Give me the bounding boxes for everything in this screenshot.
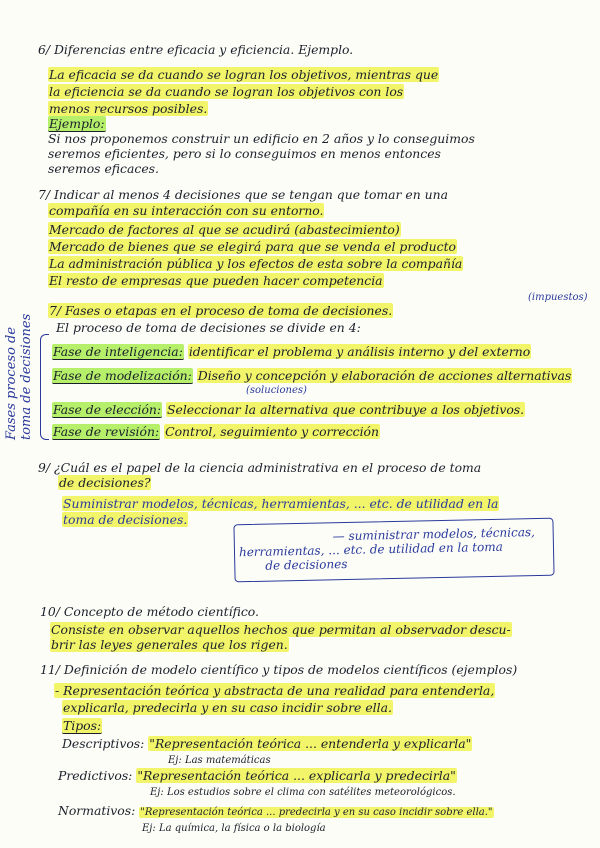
q7b-phase-3: Fase de elección: Seleccionar la alternativa que contribuye a los objetivos. (53, 402, 525, 417)
q6-example-label: Ejemplo: (49, 116, 105, 131)
q7b-brace (40, 334, 49, 440)
q11-def-line-2: explicarla, predecirla y en su caso incidir sobre ella. (63, 700, 392, 715)
q7b-side-label: Fases proceso de toma de decisiones (4, 313, 34, 440)
q9-box-line-1: — suministrar modelos, técnicas, (332, 525, 536, 544)
q11-type-1-example: Ej: Las matemáticas (168, 755, 271, 766)
q9-answer-line-1: Suministrar modelos, técnicas, herramientas, ... etc. de utilidad en la (63, 496, 499, 511)
q11-type-3: Normativos: "Representación teórica ... predecirla y en su caso incidir sobre ella." (58, 803, 493, 818)
q7b-phase-4: Fase de revisión: Control, seguimiento y corrección (53, 424, 379, 439)
q7b-phase-1: Fase de inteligencia: identificar el problema y análisis interno y del externo (53, 344, 531, 359)
q6-example-line-2: seremos eficientes, pero si lo conseguimos en menos entonces (48, 146, 441, 161)
q7a-title-line-2: compañía en su interacción con su entorno. (49, 203, 324, 218)
q6-line-1: La eficacia se da cuando se logran los objetivos, mientras que (49, 67, 439, 82)
q7b-intro: El proceso de toma de decisiones se divide en 4: (56, 320, 361, 335)
q9-title-line-1: 9/ ¿Cuál es el papel de la ciencia administrativa en el proceso de toma (38, 460, 482, 475)
q10-title: 10/ Concepto de método científico. (40, 604, 259, 619)
q7a-item-3: La administración pública y los efectos de esta sobre la compañía (49, 256, 463, 271)
q9-summary-box (233, 518, 554, 583)
q7a-item-1: Mercado de factores al que se acudirá (abastecimiento) (49, 222, 400, 237)
q9-box-line-3: de decisiones (265, 556, 348, 573)
q9-title-line-2: de decisiones? (59, 475, 151, 490)
q6-title: 6/ Diferencias entre eficacia y eficiencia. Ejemplo. (38, 42, 354, 57)
q9-box-line-2: herramientas, ... etc. de utilidad en la toma (238, 539, 503, 560)
q11-def-line-1: - Representación teórica y abstracta de una realidad para entenderla, (55, 683, 495, 698)
q6-example-line-1: Si nos proponemos construir un edificio en 2 años y lo conseguimos (48, 131, 475, 146)
q7a-item-4: El resto de empresas que pueden hacer competencia (49, 273, 383, 288)
q6-example-line-3: seremos eficaces. (48, 161, 159, 176)
q11-type-2-example: Ej: Los estudios sobre el clima con satélites meteorológicos. (150, 787, 456, 798)
q11-type-2: Predictivos: "Representación teórica ... explicarla y predecirla" (58, 768, 456, 783)
q9-answer-line-2: toma de decisiones. (63, 512, 188, 527)
q7b-phase-2-note: (soluciones) (246, 385, 307, 396)
q7a-item-2: Mercado de bienes que se elegirá para que se venda el producto (49, 239, 457, 254)
q11-type-3-example: Ej: La química, la física o la biología (142, 823, 326, 834)
q11-tipos-label: Tipos: (63, 718, 102, 733)
q7b-phase-2: Fase de modelización: Diseño y concepción y elaboración de acciones alternativas (53, 368, 572, 383)
q11-title: 11/ Definición de modelo científico y tipos de modelos científicos (ejemplos) (40, 662, 518, 677)
q7b-title: 7/ Fases o etapas en el proceso de toma de decisiones. (49, 303, 393, 318)
q7a-title-line-1: 7/ Indicar al menos 4 decisiones que se tengan que tomar en una (38, 187, 449, 202)
q10-line-2: brir las leyes generales que los rigen. (51, 637, 288, 652)
q7a-note: (impuestos) (528, 292, 588, 303)
q10-line-1: Consiste en observar aquellos hechos que permitan al observador descu- (51, 622, 511, 637)
q11-type-1: Descriptivos: "Representación teórica ... entenderla y explicarla" (62, 736, 472, 751)
q6-line-2: la eficiencia se da cuando se logran los objetivos con los (49, 84, 404, 99)
q6-line-3: menos recursos posibles. (49, 101, 208, 116)
